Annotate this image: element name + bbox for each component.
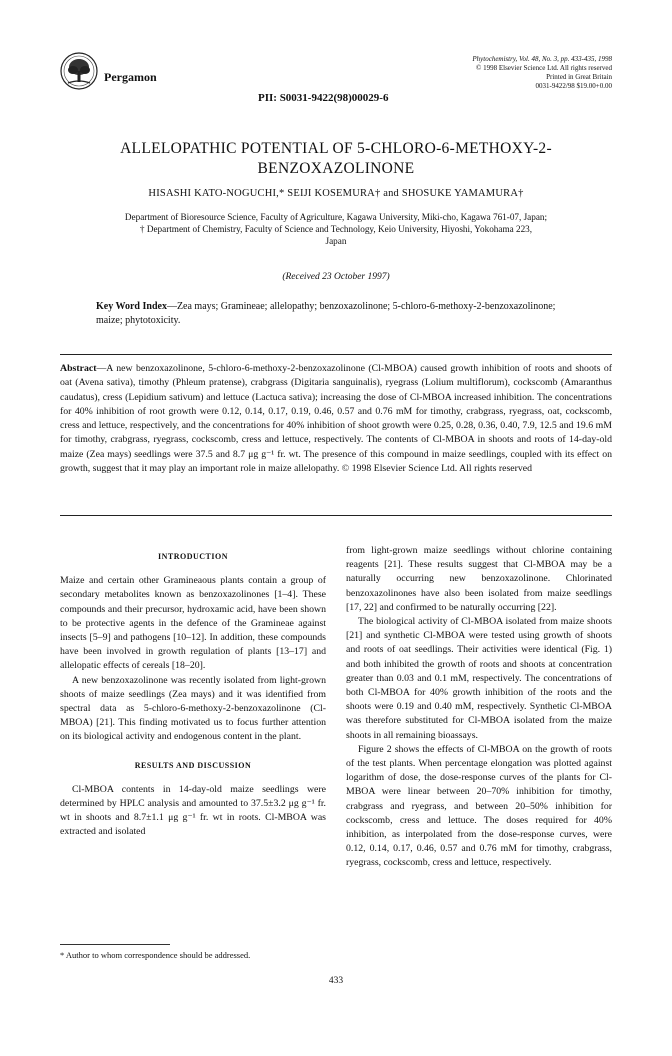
keyword-label: Key Word Index xyxy=(96,301,167,312)
results-paragraph-4: Figure 2 shows the effects of Cl-MBOA on the growth of roots of the test plants. When percentage elongation was plotted against logarithm of dose, the dose-response curves of the plants for Cl-MBOA were linear between 20–70% inhibition for timothy, crabgrass and ryegrass, and between 20–50% inhibition for cockscomb, cress and lettuce. The doses required for 40% inhibition, as interpolated from the dose-response curves, were 0.12, 0.14, 0.17, 0.46, 0.57 and 0.76 mM for timothy, crabgrass, ryegrass, cockscomb, cress and lettuce, respectively. xyxy=(346,743,612,869)
affiliation-line: Japan xyxy=(325,236,347,246)
intro-paragraph-1: Maize and certain other Gramineaous plants contain a group of secondary metabolites known as benzoxazolinones [1–4]. These compounds and their precursor, hydroxamic acid, have been shown to be protective agents in the defence of the Gramineae against insects [5–9] and pathogens [10–12]. In addition, these compounds have been involved in growth regulation of plants [13–17] and allelopatic effects of cereals [18–20]. xyxy=(60,575,326,672)
left-column xyxy=(60,544,326,840)
abstract-label: Abstract xyxy=(60,363,97,374)
right-column xyxy=(346,544,612,871)
received-date: (Received 23 October 1997) xyxy=(282,272,390,282)
section-heading-introduction: INTRODUCTION xyxy=(157,552,228,561)
affiliations xyxy=(60,211,612,247)
section-heading-results: RESULTS AND DISCUSSION xyxy=(134,760,252,770)
keyword-text: —Zea mays; Gramineae; allelopathy; benzoxazolinone; 5-chloro-6-methoxy-2-benzoxazolinone; maize; phytotoxicity. xyxy=(96,301,556,326)
abstract-top-rule xyxy=(60,354,612,355)
page-number: 433 xyxy=(328,976,344,986)
keyword-index xyxy=(96,300,578,328)
author-list: HISASHI KATO-NOGUCHI,* SEIJI KOSEMURA† and SHOSUKE YAMAMURA† xyxy=(148,188,524,199)
issn-price: 0031-9422/98 $19.00+0.00 xyxy=(535,82,612,90)
elsevier-tree-logo-icon xyxy=(60,52,98,90)
abstract-bottom-rule xyxy=(60,515,612,516)
results-paragraph-2: from light-grown maize seedlings without chlorine containing reagents [21]. These results suggest that Cl-MBOA may be a naturally occurring new benzoxazolinone. Chlorinated benzoxazolinones have also been isolated from maize seedlings [17, 22] and confirmed to be naturally occurring [22]. xyxy=(346,545,612,613)
affiliation-line: Department of Bioresource Science, Faculty of Agriculture, Kagawa University, Miki-cho, Kagawa 761-07, Japan; xyxy=(124,212,548,222)
copyright-line: © 1998 Elsevier Science Ltd. All rights reserved xyxy=(476,64,612,72)
journal-info xyxy=(372,55,612,91)
journal-citation: Phytochemistry, Vol. 48, No. 3, pp. 433-435, 1998 xyxy=(472,55,612,63)
results-paragraph-1: Cl-MBOA contents in 14-day-old maize seedlings were determined by HPLC analysis and amounted to 37.5±3.2 μg g⁻¹ fr. wt in shoots and 8.7±1.1 μg g⁻¹ fr. wt in roots. Cl-MBOA was extracted and isolated xyxy=(60,783,326,838)
results-paragraph-3: The biological activity of Cl-MBOA isolated from maize shoots [21] and synthetic Cl-MBOA were tested using growth of shoots and roots of oat seedlings. Their activities were identical (Fig. 1) and both inhibited the growth of roots and shoots at concentration greater than 0.03 and 0.1 mM, respectively. The concentrations of both Cl-MBOA for 40% growth inhibition of the roots and the shoots were 0.19 and 0.40 mM, respectively. Synthetic Cl-MBOA was therefore substituted for Cl-MBOA isolated from the maize shoots in all remaining bioassays. xyxy=(346,616,612,741)
correspondence-footnote: * Author to whom correspondence should be addressed. xyxy=(60,950,251,960)
pii-identifier: PII: S0031-9422(98)00029-6 xyxy=(258,92,389,104)
printed-line: Printed in Great Britain xyxy=(546,73,612,81)
abstract-text: —A new benzoxazolinone, 5-chloro-6-methoxy-2-benzoxazolinone (Cl-MBOA) caused growth inhibition of roots and shoots of oat (Avena sativa), timothy (Phleum pratense), crabgrass (Digitaria sanguinalis), ryegrass (Lolium multiflorum), cockscomb (Amaranthus caudatus), cress (Lepidium sativum) and lettuce (Lactuca sativa); increasing the dose of Cl-MBOA increased inhibition. The concentrations for 40% inhibition of root growth were 0.12, 0.14, 0.17, 0.19, 0.46, 0.57 and 0.76 mM for timothy, crabgrass, ryegrass, oat, cockscomb, cress and lettuce, respectively, and the concentrations for 40% inhibition of shoot growth were 0.25, 0.28, 0.36, 0.40, 7.9, 12.5 and 19.6 mM for timothy, crabgrass, ryegrass, cockscomb, cress and lettuce, respectively. The contents of Cl-MBOA in shoots and roots of 14-day-old maize (Zea mays) seedlings were 37.5 and 8.7 μg g⁻¹ fr. wt. The presence of this compound in maize seedlings, coupled with its effect on growth, suggest that it may play an important role in maize allelopathy. © 1998 Elsevier Science Ltd. All rights reserved xyxy=(60,363,612,475)
abstract xyxy=(60,362,612,476)
footnote-rule xyxy=(60,944,170,945)
affiliation-line: † Department of Chemistry, Faculty of Science and Technology, Keio University, Hiyoshi, Yokohama 223, xyxy=(139,224,533,234)
intro-paragraph-2: A new benzoxazolinone was recently isolated from light-grown shoots of maize seedlings (Zea mays) and it was identified from spectral data as 5-chloro-6-methoxy-2-benzoxazolinone (Cl-MBOA) [21]. This finding motivated us to focus further attention on its biological activity and endogenous content in the plant. xyxy=(60,674,326,743)
publisher-name: Pergamon xyxy=(104,70,157,84)
paper-title: ALLELOPATHIC POTENTIAL OF 5-CHLORO-6-METHOXY-2-BENZOXAZOLINONE xyxy=(120,140,552,177)
